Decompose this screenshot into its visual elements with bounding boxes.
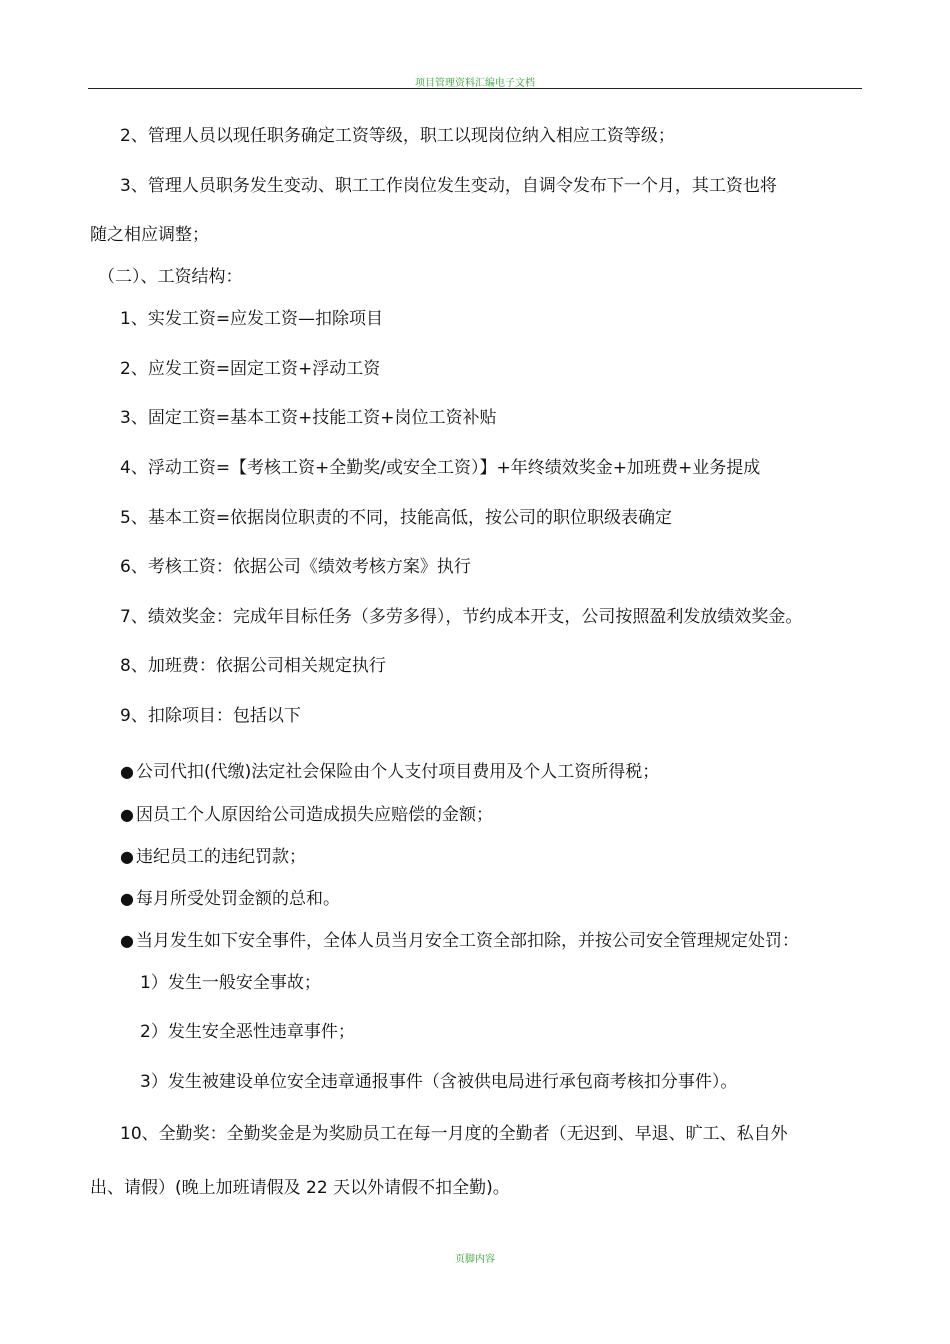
header-divider [88, 88, 862, 89]
bullet-icon: ● [120, 805, 134, 824]
paragraph-line: 4、浮动工资=【考核工资+全勤奖/或安全工资）】+年终绩效奖金+加班费+业务提成 [120, 458, 761, 478]
bullet-item [120, 887, 340, 911]
bullet-item [120, 760, 659, 784]
bullet-icon: ● [120, 847, 134, 866]
header-note: 项目管理资料汇编电子文档 [415, 78, 535, 89]
paragraph-line: 1、实发工资=应发工资—扣除项目 [120, 309, 384, 329]
bullet-text: 因员工个人原因给公司造成损失应赔偿的金额； [135, 805, 493, 825]
paragraph-line: 3、固定工资=基本工资+技能工资+岗位工资补贴 [120, 408, 497, 428]
paragraph-line: 2、应发工资=固定工资+浮动工资 [120, 359, 381, 379]
sub-item: 2）发生安全恶性违章事件； [140, 1022, 355, 1042]
paragraph-line: 5、基本工资=依据岗位职责的不同，技能高低，按公司的职位职级表确定 [120, 508, 673, 528]
bullet-text: 公司代扣(代缴)法定社会保险由个人支付项目费用及个人工资所得税； [135, 762, 660, 782]
paragraph-line: 10、全勤奖：全勤奖金是为奖励员工在每一月度的全勤者（无迟到、早退、旷工、私自外 [120, 1124, 788, 1144]
bullet-item [120, 929, 799, 953]
paragraph-line: 出、请假）(晚上加班请假及 22 天以外请假不扣全勤)。 [90, 1178, 510, 1198]
paragraph-line: 9、扣除项目：包括以下 [120, 706, 301, 726]
paragraph-line: 6、考核工资：依据公司《绩效考核方案》执行 [120, 557, 471, 577]
bullet-text: 当月发生如下安全事件，全体人员当月安全工资全部扣除，并按公司安全管理规定处罚： [135, 931, 799, 951]
paragraph-line: 7、绩效奖金：完成年目标任务（多劳多得），节约成本开支，公司按照盈利发放绩效奖金。 [120, 607, 803, 627]
paragraph-line: 2、管理人员以现任职务确定工资等级，职工以现岗位纳入相应工资等级； [120, 126, 675, 146]
bullet-icon: ● [120, 889, 134, 908]
section-heading: （二）、工资结构： [98, 267, 243, 287]
paragraph-line: 随之相应调整； [90, 225, 209, 245]
bullet-icon: ● [120, 931, 134, 950]
bullet-text: 违纪员工的违纪罚款； [135, 847, 306, 867]
bullet-text: 每月所受处罚金额的总和。 [135, 889, 340, 909]
sub-item: 1）发生一般安全事故； [140, 973, 321, 993]
sub-item: 3）发生被建设单位安全违章通报事件（含被供电局进行承包商考核扣分事件）。 [140, 1072, 738, 1092]
bullet-icon: ● [120, 762, 134, 781]
bullet-item [120, 845, 306, 869]
footer-note: 页脚内容 [455, 1254, 495, 1265]
paragraph-line: 3、管理人员职务发生变动、职工工作岗位发生变动，自调令发布下一个月，其工资也将 [120, 176, 777, 196]
bullet-item [120, 803, 493, 827]
paragraph-line: 8、加班费：依据公司相关规定执行 [120, 656, 386, 676]
